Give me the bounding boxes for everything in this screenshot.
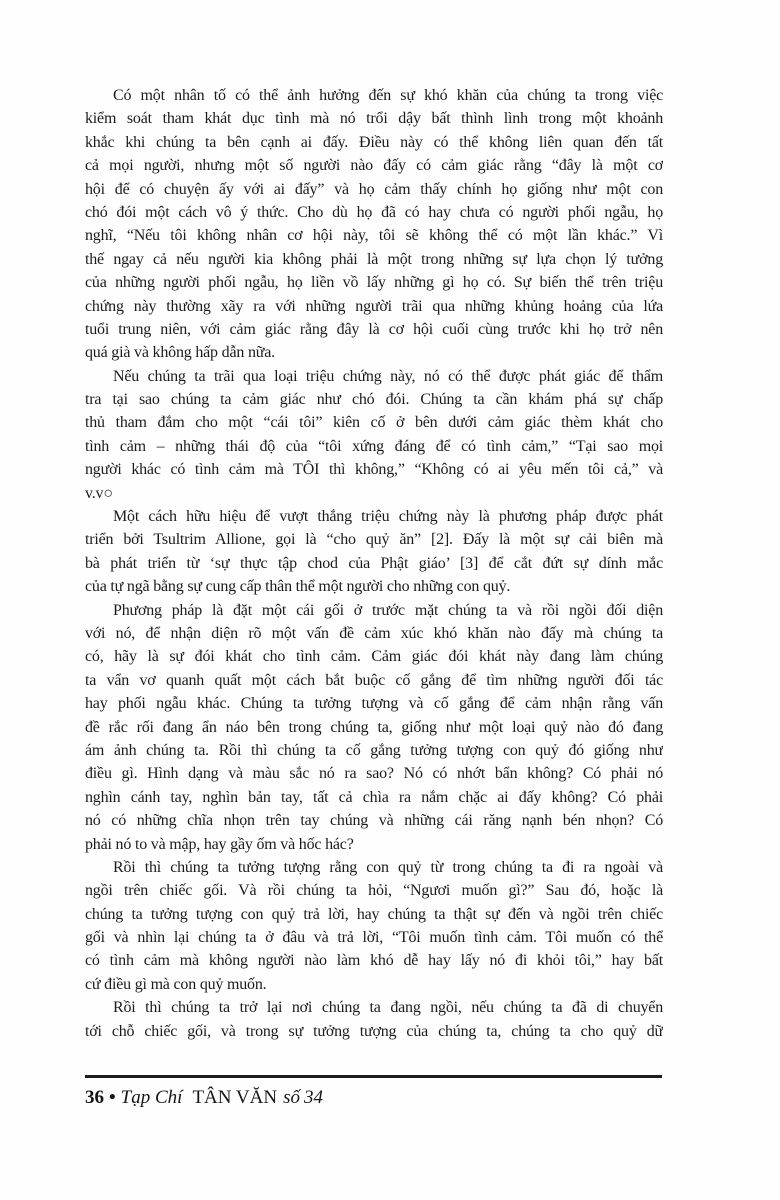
- issue-label: số: [283, 1087, 300, 1108]
- text-line: phải nó to và mập, hay gầy ốm và hốc hác?: [85, 835, 354, 853]
- text-line: với nó, để nhận diện rõ một vấn đề cảm xúc khó khăn nào đấy mà chúng ta: [85, 624, 663, 642]
- text-line: chó đói một cách vô ý thức. Cho dù họ đã có hay chưa có người phối ngẫu, họ: [85, 203, 663, 221]
- text-line: chúng ta tưởng tượng con quỷ trả lời, hay chúng ta thật sự đến và ngồi trên chiếc: [85, 905, 663, 923]
- text-line: Rồi thì chúng ta tưởng tượng rằng con quỷ từ trong chúng ta đi ra ngoài và: [113, 858, 663, 876]
- text-line: tra tại sao chúng ta cảm giác như chó đói. Chúng ta cần khám phá sự chấp: [85, 391, 663, 409]
- body-text: [85, 84, 663, 1043]
- journal-name: Tạp Chí: [120, 1087, 183, 1108]
- footer-bullet: •: [109, 1087, 116, 1108]
- text-line: Nếu chúng ta trãi qua loại triệu chứng này, nó có thể được phát giác để thẩm: [113, 367, 663, 385]
- text-line: triển bởi Tsultrim Allione, gọi là “cho quỷ ăn” [2]. Đấy là một sự cải biên mà: [85, 531, 663, 549]
- text-line: điều gì. Hình dạng và màu sắc nó ra sao? Nó có nhớt bẩn không? Có phải nó: [85, 765, 663, 783]
- text-line: của tự ngã bằng sự cung cấp thân thể một người cho những con quỷ.: [85, 578, 511, 596]
- text-line: bà phát triển từ ‘sự thực tập chod của Phật giáo’ [3] để cắt đứt sự dính mắc: [85, 554, 663, 572]
- text-line: Một cách hữu hiệu để vượt thắng triệu chứng này là phương pháp được phát: [113, 508, 663, 526]
- text-line: quá già và không hấp dẫn nữa.: [85, 344, 275, 362]
- text-line: chứng này thường xãy ra với những người trãi qua những khủng hoảng của lứa: [85, 297, 663, 315]
- text-line: gối và nhìn lại chúng ta ở đâu và trả lời, “Tôi muốn tình cảm. Tôi muốn có thể: [85, 929, 663, 947]
- text-line: cứ điều gì mà con quỷ muốn.: [85, 975, 267, 993]
- text-line: hay phối ngẫu khác. Chúng ta tưởng tượng và cố gắng để cảm nhận rằng vấn: [85, 695, 663, 713]
- page-number: 36: [85, 1087, 104, 1108]
- text-line: ám ảnh chúng ta. Rồi thì chúng ta cố gắng tưởng tượng con quỷ đó giống như: [85, 741, 663, 759]
- text-line: tới chỗ chiếc gối, và trong sự tưởng tượng của chúng ta, chúng ta cho quỷ dữ: [85, 1022, 663, 1040]
- text-line: Rồi thì chúng ta trở lại nơi chúng ta đang ngồi, nếu chúng ta đã di chuyển: [113, 999, 663, 1017]
- text-line: tuổi trung niên, với cảm giác rằng đây là cơ hội cuối cùng trước khi họ trở nên: [85, 320, 663, 338]
- text-line: Có một nhân tố có thể ảnh hưởng đến sự khó khăn của chúng ta trong việc: [113, 87, 663, 104]
- text-line: nghĩ, “Nếu tôi không nhân cơ hội này, tôi sẽ không thể có một lần khác.” Vì: [85, 227, 663, 245]
- text-line: nghìn cánh tay, nghìn bản tay, tất cả chìa ra nắm chặc ai đấy không? Có phải: [85, 788, 663, 806]
- text-line: ta vẩn vơ quanh quất một cách bắt buộc cố gắng để tìm những người đối tác: [85, 671, 663, 689]
- text-line: hội để có chuyện ấy với ai đấy” và họ cảm thấy chính họ giống như một con: [85, 180, 663, 198]
- text-line: có, hãy là sự đói khát cho tình cảm. Cảm giác đói khát này đang làm chúng: [85, 648, 663, 666]
- text-line: người khác có tình cảm mà TÔI thì không,” “Không có ai yêu mến tôi cả,” và: [85, 461, 663, 479]
- text-line: khắc khi chúng ta bên cạnh ai đấy. Điều này có thể không liên quan đến tất: [85, 133, 663, 151]
- text-line: cả mọi người, nhưng một số người nào đấy có cảm giác rằng “đây là một cơ: [85, 157, 663, 175]
- text-line: nó có những chĩa nhọn trên tay chúng và những cái răng nạnh bén nhọn? Có: [85, 812, 663, 830]
- text-line: thủ tham đắm cho một “cái tôi” kiên cố ở bên dưới cảm giác thèm khát cho: [85, 414, 663, 432]
- text-line: của những người phối ngẫu, họ liền vồ lấy những gì họ có. Sự biến thể trên triệu: [85, 274, 663, 292]
- text-line: Phương pháp là đặt một cái gối ở trước mặt chúng ta và rồi ngồi đối diện: [113, 601, 663, 619]
- text-line: kiểm soát tham khát dục tình mà nó trổi dậy bất thình lình trong một khoảnh: [85, 110, 663, 128]
- issue-number: 34: [303, 1087, 323, 1108]
- text-line: có tình cảm mà không người nào làm khó dễ hay lấy nó đi khỏi tôi,” hay bất: [85, 952, 663, 970]
- footer-rule: [85, 1075, 662, 1078]
- text-line: đề rắc rối đang ẩn náo bên trong chúng ta, giống như một loại quỷ nào đó đang: [85, 718, 663, 736]
- text-line: v.v○: [85, 484, 113, 502]
- text-line: tình cảm – những thái độ của “tôi xứng đáng để có tình cảm,” “Tại sao mọi: [85, 437, 663, 455]
- text-line: ngồi trên chiếc gối. Và rồi chúng ta hỏi, “Ngươi muốn gì?” Sau đó, hoặc là: [85, 882, 663, 900]
- text-line: thế ngay cả nếu người kia không phải là một trong những sự lựa chọn lý tưởng: [85, 250, 663, 268]
- journal-title: TÂN VĂN: [192, 1087, 278, 1108]
- footer: [85, 1086, 662, 1110]
